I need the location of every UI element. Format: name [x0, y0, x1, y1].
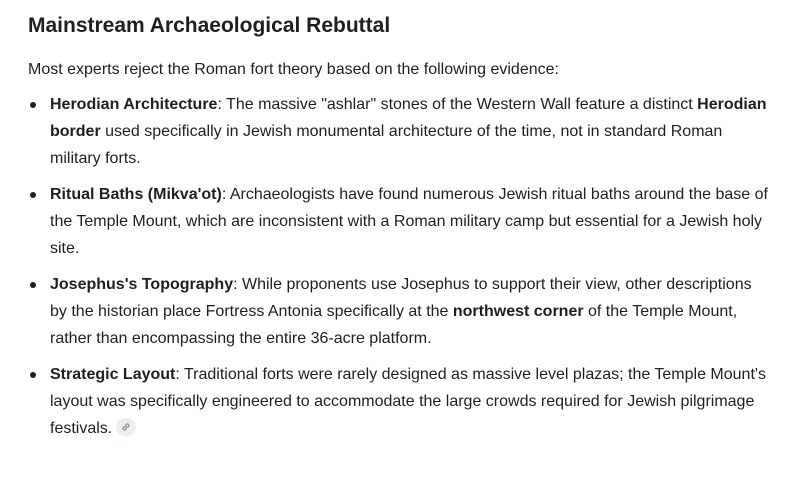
list-item — [28, 271, 768, 352]
bullet-icon — [30, 372, 36, 378]
item-title: Ritual Baths (Mikva'ot) — [50, 186, 222, 203]
list-item — [28, 91, 768, 172]
item-emphasis: Herodian border — [50, 96, 767, 140]
item-text: of the Temple Mount, rather than encompassing the entire 36-acre platform. — [50, 303, 738, 347]
bullet-icon — [30, 192, 36, 198]
item-text: used specifically in Jewish monumental architecture of the time, not in standard Roman military forts. — [50, 123, 723, 167]
bullet-icon — [30, 282, 36, 288]
item-title: Josephus's Topography — [50, 276, 234, 293]
item-title: Strategic Layout — [50, 366, 176, 383]
section-heading: Mainstream Archaeological Rebuttal — [28, 14, 391, 37]
item-text: : The massive "ashlar" stones of the Western Wall feature a distinct — [217, 96, 698, 113]
item-text: : While proponents use Josephus to support their view, other descriptions by the historian place Fortress Antonia specifically at the — [50, 276, 752, 320]
list-item — [28, 181, 768, 262]
item-emphasis: northwest corner — [452, 303, 584, 320]
item-title: Herodian Architecture — [50, 96, 218, 113]
response-content — [28, 12, 768, 451]
link-icon — [121, 422, 131, 432]
intro-text: Most experts reject the Roman fort theory based on the following evidence: — [28, 61, 559, 78]
citation-link-button[interactable] — [116, 418, 136, 436]
bullet-icon — [30, 102, 36, 108]
item-text: : Traditional forts were rarely designed as massive level plazas; the Temple Mount's layout was specifically engineered to accommodate the large crowds required for Jewish pilgrimage festivals. — [50, 366, 766, 437]
evidence-list — [28, 91, 768, 442]
list-item — [28, 361, 768, 442]
item-text: : Archaeologists have found numerous Jewish ritual baths around the base of the Temple Mount, which are inconsistent with a Roman military camp but essential for a Jewish holy site. — [50, 186, 768, 257]
